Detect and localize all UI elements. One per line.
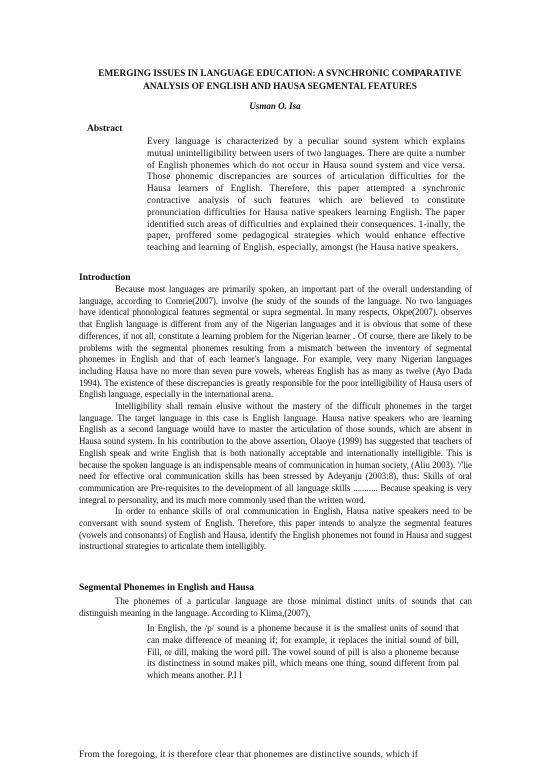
paper-title-line-1: EMERGING ISSUES IN LANGUAGE EDUCATION: A SVNCHRONIC COMPARATIVE bbox=[98, 69, 462, 79]
introduction-heading: Introduction bbox=[79, 273, 131, 283]
block-quote: In English, the /p/ sound is a phoneme because it is the smallest units of sound that can make difference of meaning if; for example, it replaces the initial sound of bill, Fill, or dill, making the word pill. The vowel sound of pill is also a phoneme because its distinctness in sound makes pill, which means one thing, sound different from pal which means another. P.I I bbox=[147, 623, 459, 681]
author-name: Usman O. Isa bbox=[249, 101, 301, 111]
introduction-paragraph-2: Intelligibility shall remain elusive without the mastery of the difficult phonemes in the target language. The target language in this case is English language. Hausa native speakers who are learning English as a second language would have to master the articulation of those sounds, which are absent in Hausa sound system. In his contribution to the above assertion, Olaoye (1999) has suggested that teachers of English speak and write English that is both nationally acceptable and internationally intelligible. This is because the spoken language is an indispensable means of communication in human society, (Aliu 2003). '/'lie need for effective oral communication skills has been stressed by Adeyanju (2003:8), thus: Skills of oral communication are Pre-requisites to the development of all language skills ........... Because speaking is very integral to personality, and its much more commonly used than the written word. bbox=[79, 401, 472, 505]
introduction-body bbox=[79, 284, 472, 553]
segmental-heading: Segmental Phonemes in English and Hausa bbox=[79, 583, 254, 593]
paper-title-line-2: ANALYSIS OF ENGLISH AND HAUSA SEGMENTAL FEATURES bbox=[143, 82, 417, 92]
introduction-paragraph-3: In order to enhance skills of oral communication in English, Hausa native speakers need to be conversant with sound system of English. Therefore, this paper intends to analyze the segmental features (vowels and consonants) of English and Hausa, identify the English phonemes not found in Hausa and suggest instructional strategies to articulate them intelligibly. bbox=[79, 506, 472, 552]
segmental-paragraph: The phonemes of a particular language are those minimal distinct units of sounds that can distinguish meaning in the language. According to Klima,(2007), bbox=[79, 596, 472, 618]
abstract-heading: Abstract bbox=[87, 124, 123, 134]
introduction-paragraph-1: Because most languages are primarily spoken, an important part of the overall understanding of language, according to Comrie(2007). involve (he study of the sounds of the language. No two languages have identical phonological features segmental or supra segmental. In many respects, Okpe(2007). observes that English language is different from any of the Nigerian languages and it is obvious that some of these differences, if not all, constitute a learning problem for the Nigerian learner . Of course, there are likely to be problems with the segmental phonemes resulting from a mismatch between the inventory of segmental phonemes in English and that of each learner's language. For example, very many Nigerian languages including Hausa have no more than seven pure vowels, whereas English has as many as twelve (Ayo Dada 1994). The existence of these discrepancies is greatly responsible for the poor intelligibility of Hausa users of English language, especially in the international arena. bbox=[79, 284, 472, 400]
paper-title bbox=[70, 68, 490, 94]
closing-paragraph: From the foregoing, it is therefore clear that phonemes are distinctive sounds, which if bbox=[79, 750, 419, 760]
abstract-text: Every language is characterized by a peculiar sound system which explains mutual unintelligibility between users of two languages. There are quite a number of English phonemes which do not occur in Hausa sound system and vice versa. Those phonemic discrepancies are sources of articulation difficulties for the Hausa learners of English. Therefore, this paper attempted a synchronic contractive analysis of such features which are believed to constitute pronunciation difficulties for Hausa native speakers learning English. The paper identified such areas of difficulties and explained their consequences. 1-inally, the paper, proffered some pedagogical strategies which would enhance effective teaching and learning of English, especially, amongst (he Hausa native speakers. bbox=[147, 137, 465, 254]
